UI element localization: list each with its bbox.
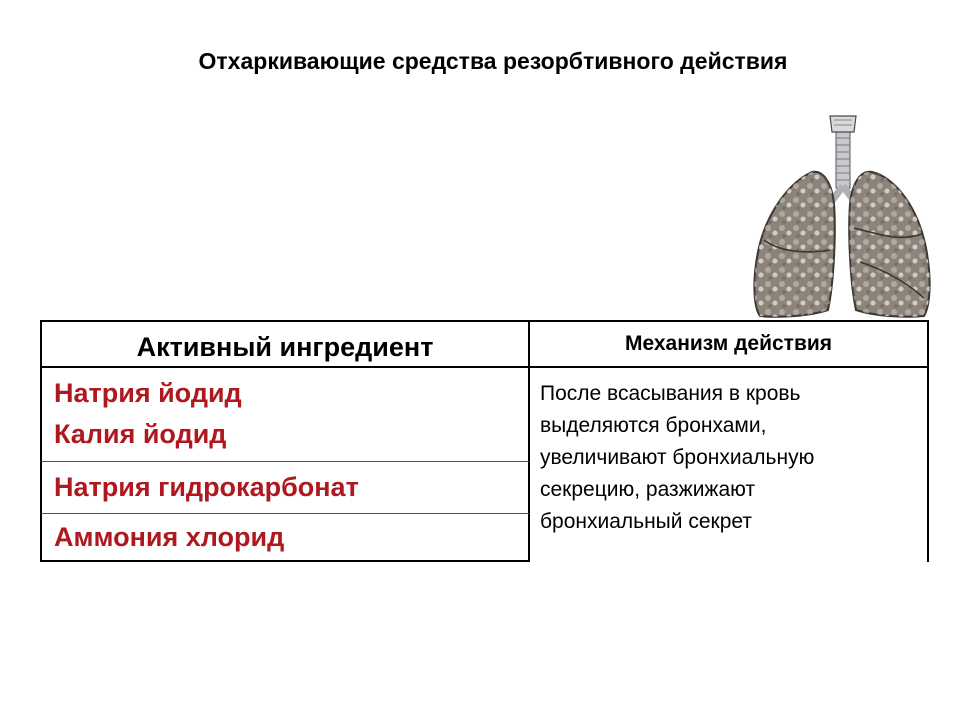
mechanism-line: секрецию, разжижают bbox=[540, 478, 756, 501]
mechanism-column bbox=[530, 320, 929, 562]
ingredient-potassium-iodide: Калия йодид bbox=[54, 419, 227, 449]
ingredient-cell-iodides bbox=[40, 368, 530, 462]
ingredient-column bbox=[40, 320, 530, 562]
mechanism-line: После всасывания в кровь bbox=[540, 382, 801, 405]
header-active-ingredient: Активный ингредиент bbox=[40, 320, 530, 368]
mechanism-line: увеличивают бронхиальную bbox=[540, 446, 815, 469]
mechanism-description bbox=[530, 368, 929, 562]
page-title: Отхаркивающие средства резорбтивного действия bbox=[198, 48, 788, 74]
mechanism-line: бронхиальный секрет bbox=[540, 510, 752, 533]
ingredient-sodium-bicarbonate: Натрия гидрокарбонат bbox=[54, 472, 359, 502]
header-mechanism: Механизм действия bbox=[530, 320, 929, 368]
ingredient-ammonium-chloride: Аммония хлорид bbox=[54, 522, 285, 552]
lungs-icon bbox=[750, 112, 932, 322]
mechanism-line: выделяются бронхами, bbox=[540, 414, 767, 437]
ingredient-sodium-iodide: Натрия йодид bbox=[54, 378, 242, 408]
ingredient-cell-bicarbonate bbox=[40, 462, 530, 514]
ingredient-cell-ammonium bbox=[40, 514, 530, 562]
